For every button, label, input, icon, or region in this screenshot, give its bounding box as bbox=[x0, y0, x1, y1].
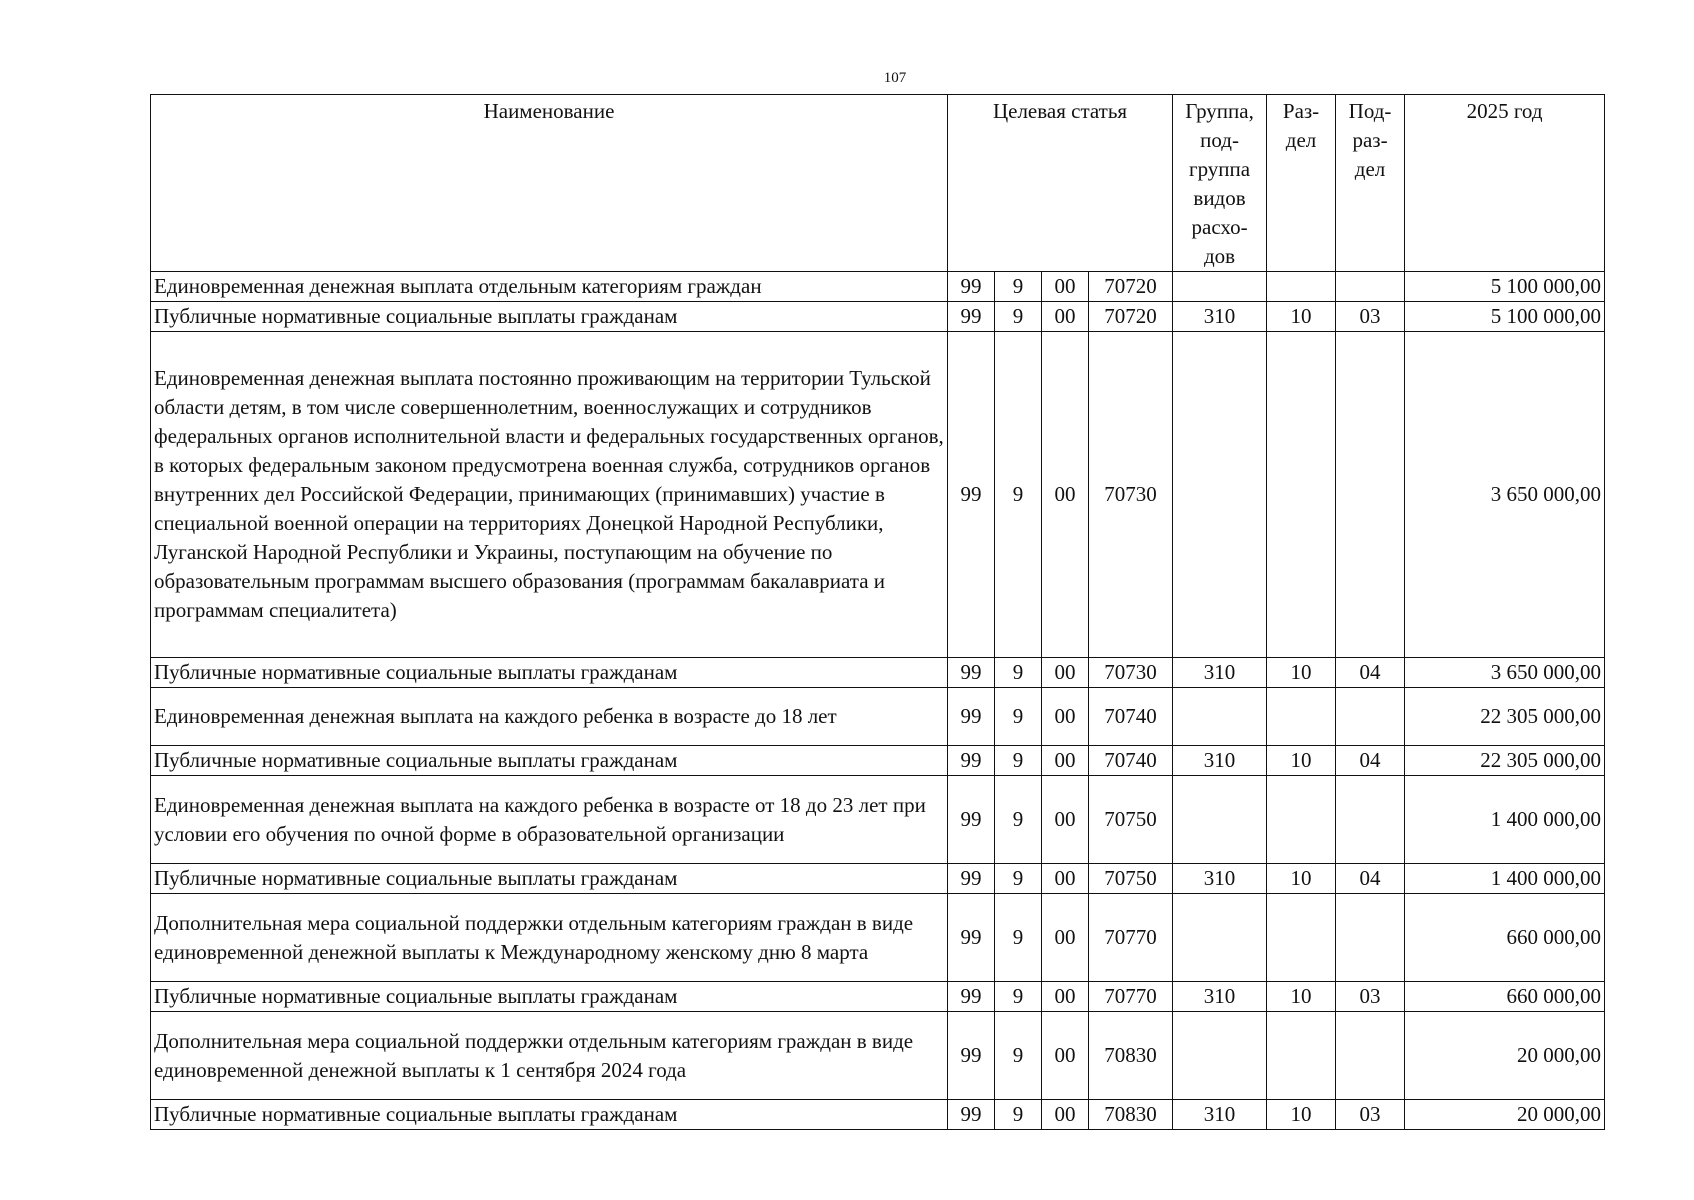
row-t4: 70750 bbox=[1089, 864, 1173, 894]
row-t4: 70830 bbox=[1089, 1100, 1173, 1130]
row-subsection bbox=[1336, 688, 1405, 746]
row-section bbox=[1267, 332, 1336, 658]
row-name: Публичные нормативные социальные выплаты гражданам bbox=[151, 864, 948, 894]
row-section: 10 bbox=[1267, 658, 1336, 688]
row-subsection bbox=[1336, 332, 1405, 658]
table-row bbox=[151, 688, 1605, 746]
row-t2: 9 bbox=[995, 746, 1042, 776]
row-t1: 99 bbox=[948, 1012, 995, 1100]
row-t1: 99 bbox=[948, 272, 995, 302]
row-subsection: 03 bbox=[1336, 982, 1405, 1012]
header-subsection: Под-раз-дел bbox=[1336, 95, 1405, 272]
row-subsection bbox=[1336, 272, 1405, 302]
row-section: 10 bbox=[1267, 1100, 1336, 1130]
row-t4: 70730 bbox=[1089, 658, 1173, 688]
table-row bbox=[151, 302, 1605, 332]
header-target-article: Целевая статья bbox=[948, 95, 1173, 272]
row-t1: 99 bbox=[948, 302, 995, 332]
row-subsection bbox=[1336, 776, 1405, 864]
row-t1: 99 bbox=[948, 746, 995, 776]
row-t3: 00 bbox=[1042, 272, 1089, 302]
row-amount: 5 100 000,00 bbox=[1405, 302, 1605, 332]
row-t1: 99 bbox=[948, 864, 995, 894]
row-name: Публичные нормативные социальные выплаты гражданам bbox=[151, 746, 948, 776]
row-subsection: 04 bbox=[1336, 746, 1405, 776]
row-group: 310 bbox=[1173, 302, 1267, 332]
row-name: Публичные нормативные социальные выплаты гражданам bbox=[151, 982, 948, 1012]
row-t2: 9 bbox=[995, 688, 1042, 746]
row-group bbox=[1173, 688, 1267, 746]
row-amount: 660 000,00 bbox=[1405, 894, 1605, 982]
row-amount: 22 305 000,00 bbox=[1405, 688, 1605, 746]
row-t1: 99 bbox=[948, 894, 995, 982]
row-t4: 70720 bbox=[1089, 272, 1173, 302]
row-t4: 70770 bbox=[1089, 982, 1173, 1012]
row-group: 310 bbox=[1173, 1100, 1267, 1130]
row-t3: 00 bbox=[1042, 746, 1089, 776]
row-t3: 00 bbox=[1042, 864, 1089, 894]
row-group: 310 bbox=[1173, 864, 1267, 894]
table-row bbox=[151, 776, 1605, 864]
row-t2: 9 bbox=[995, 658, 1042, 688]
row-group bbox=[1173, 1012, 1267, 1100]
table-row bbox=[151, 982, 1605, 1012]
row-t1: 99 bbox=[948, 688, 995, 746]
row-name: Публичные нормативные социальные выплаты гражданам bbox=[151, 1100, 948, 1130]
table-row bbox=[151, 272, 1605, 302]
row-t1: 99 bbox=[948, 776, 995, 864]
table-row bbox=[151, 746, 1605, 776]
row-name: Публичные нормативные социальные выплаты гражданам bbox=[151, 658, 948, 688]
row-t3: 00 bbox=[1042, 332, 1089, 658]
row-t4: 70830 bbox=[1089, 1012, 1173, 1100]
row-subsection: 04 bbox=[1336, 658, 1405, 688]
row-section bbox=[1267, 688, 1336, 746]
table-row bbox=[151, 658, 1605, 688]
row-name: Публичные нормативные социальные выплаты гражданам bbox=[151, 302, 948, 332]
row-t4: 70740 bbox=[1089, 746, 1173, 776]
row-subsection: 03 bbox=[1336, 302, 1405, 332]
row-name: Дополнительная мера социальной поддержки отдельным категориям граждан в виде единовременной денежной выплаты к 1 сентября 2024 года bbox=[151, 1012, 948, 1100]
row-t1: 99 bbox=[948, 332, 995, 658]
row-t3: 00 bbox=[1042, 1012, 1089, 1100]
row-section: 10 bbox=[1267, 302, 1336, 332]
row-t2: 9 bbox=[995, 332, 1042, 658]
row-amount: 660 000,00 bbox=[1405, 982, 1605, 1012]
table-row bbox=[151, 894, 1605, 982]
row-amount: 3 650 000,00 bbox=[1405, 658, 1605, 688]
row-t1: 99 bbox=[948, 1100, 995, 1130]
row-section bbox=[1267, 272, 1336, 302]
row-subsection bbox=[1336, 894, 1405, 982]
table-row bbox=[151, 1012, 1605, 1100]
row-amount: 5 100 000,00 bbox=[1405, 272, 1605, 302]
row-name: Дополнительная мера социальной поддержки отдельным категориям граждан в виде единовременной денежной выплаты к Международному женскому дню 8 марта bbox=[151, 894, 948, 982]
row-group: 310 bbox=[1173, 982, 1267, 1012]
row-t1: 99 bbox=[948, 658, 995, 688]
budget-table bbox=[150, 94, 1605, 1130]
row-amount: 20 000,00 bbox=[1405, 1100, 1605, 1130]
row-section bbox=[1267, 894, 1336, 982]
row-t3: 00 bbox=[1042, 688, 1089, 746]
row-name: Единовременная денежная выплата постоянно проживающим на территории Тульской области детям, в том числе совершеннолетним, военнослужащих и сотрудников федеральных органов исполнительной власти и федеральных государственных органов, в которых федеральным законом предусмотрена военная служба, сотрудников органов внутренних дел Российской Федерации, принимающих (принимавших) участие в специальной военной операции на территориях Донецкой Народной Республики, Луганской Народной Республики и Украины, поступающим на обучение по образовательным программам высшего образования (программам бакалавриата и программам специалитета) bbox=[151, 332, 948, 658]
row-subsection: 03 bbox=[1336, 1100, 1405, 1130]
row-section bbox=[1267, 1012, 1336, 1100]
header-row bbox=[151, 95, 1605, 272]
row-t2: 9 bbox=[995, 894, 1042, 982]
row-section: 10 bbox=[1267, 864, 1336, 894]
row-group bbox=[1173, 776, 1267, 864]
row-t2: 9 bbox=[995, 272, 1042, 302]
row-subsection: 04 bbox=[1336, 864, 1405, 894]
row-t1: 99 bbox=[948, 982, 995, 1012]
row-group bbox=[1173, 272, 1267, 302]
row-name: Единовременная денежная выплата отдельным категориям граждан bbox=[151, 272, 948, 302]
table-row bbox=[151, 864, 1605, 894]
row-t3: 00 bbox=[1042, 302, 1089, 332]
row-name: Единовременная денежная выплата на каждого ребенка в возрасте до 18 лет bbox=[151, 688, 948, 746]
row-t2: 9 bbox=[995, 302, 1042, 332]
row-t3: 00 bbox=[1042, 894, 1089, 982]
row-t3: 00 bbox=[1042, 982, 1089, 1012]
row-amount: 22 305 000,00 bbox=[1405, 746, 1605, 776]
row-t4: 70750 bbox=[1089, 776, 1173, 864]
row-t3: 00 bbox=[1042, 776, 1089, 864]
table-row bbox=[151, 1100, 1605, 1130]
header-section: Раз-дел bbox=[1267, 95, 1336, 272]
row-section: 10 bbox=[1267, 982, 1336, 1012]
row-amount: 1 400 000,00 bbox=[1405, 864, 1605, 894]
row-amount: 1 400 000,00 bbox=[1405, 776, 1605, 864]
row-t2: 9 bbox=[995, 1012, 1042, 1100]
row-amount: 3 650 000,00 bbox=[1405, 332, 1605, 658]
row-group: 310 bbox=[1173, 658, 1267, 688]
row-subsection bbox=[1336, 1012, 1405, 1100]
row-group bbox=[1173, 894, 1267, 982]
page-number: 107 bbox=[883, 70, 907, 86]
header-year: 2025 год bbox=[1405, 95, 1605, 272]
row-t2: 9 bbox=[995, 982, 1042, 1012]
row-t2: 9 bbox=[995, 776, 1042, 864]
header-name: Наименование bbox=[151, 95, 948, 272]
row-group: 310 bbox=[1173, 746, 1267, 776]
row-t3: 00 bbox=[1042, 658, 1089, 688]
row-group bbox=[1173, 332, 1267, 658]
row-section bbox=[1267, 776, 1336, 864]
row-t4: 70770 bbox=[1089, 894, 1173, 982]
row-t4: 70720 bbox=[1089, 302, 1173, 332]
row-t2: 9 bbox=[995, 864, 1042, 894]
row-t2: 9 bbox=[995, 1100, 1042, 1130]
row-name: Единовременная денежная выплата на каждого ребенка в возрасте от 18 до 23 лет при условии его обучения по очной форме в образовательной организации bbox=[151, 776, 948, 864]
row-t4: 70730 bbox=[1089, 332, 1173, 658]
row-amount: 20 000,00 bbox=[1405, 1012, 1605, 1100]
row-section: 10 bbox=[1267, 746, 1336, 776]
row-t3: 00 bbox=[1042, 1100, 1089, 1130]
table-row bbox=[151, 332, 1605, 658]
header-group: Группа, под-группа видов расхо-дов bbox=[1173, 95, 1267, 272]
row-t4: 70740 bbox=[1089, 688, 1173, 746]
